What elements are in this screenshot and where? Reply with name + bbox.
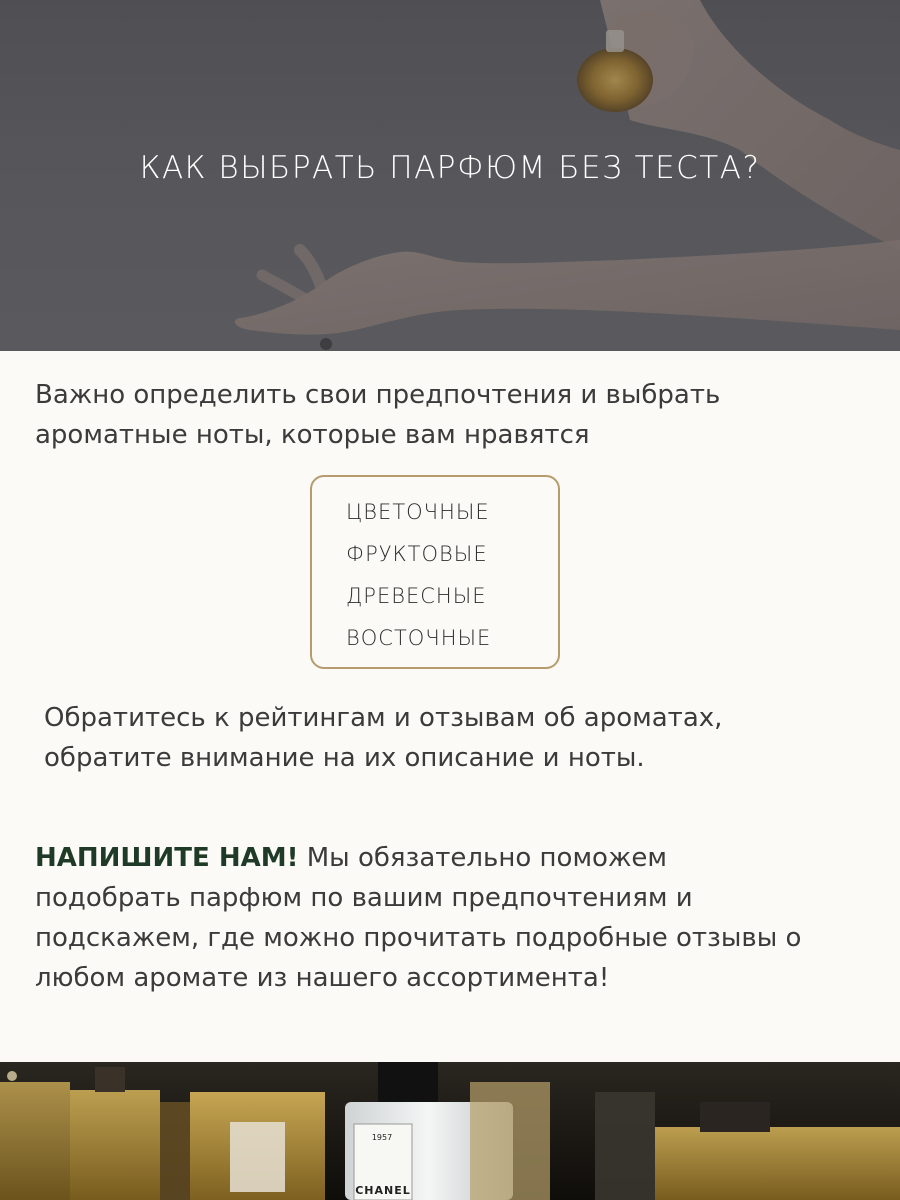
- cta-line: подскажем, где можно прочитать подробные отзывы о: [35, 923, 802, 953]
- cta-heading: НАПИШИТЕ НАМ!: [35, 843, 299, 873]
- intro-text: [35, 375, 875, 455]
- page-title: КАК ВЫБРАТЬ ПАРФЮМ БЕЗ ТЕСТА?: [139, 150, 761, 186]
- bottle-label-year: 1957: [371, 1133, 393, 1142]
- bottle-label-brand: CHANEL: [355, 1184, 411, 1197]
- intro-line: Важно определить свои предпочтения и выбрать: [35, 380, 721, 410]
- bottom-photo-bottles: [0, 1062, 900, 1200]
- cta-line: любом аромате из нашего ассортимента!: [35, 963, 610, 993]
- advice-line: Обратитесь к рейтингам и отзывам об ароматах,: [44, 703, 723, 733]
- advice-line: обратите внимание на их описание и ноты.: [44, 743, 645, 773]
- note-woody: ДРЕВЕСНЫЕ: [346, 584, 487, 608]
- note-floral: ЦВЕТОЧНЫЕ: [346, 500, 490, 524]
- intro-line: ароматные ноты, которые вам нравятся: [35, 420, 590, 450]
- cta-text: [35, 838, 885, 998]
- cta-line: [35, 838, 885, 878]
- note-oriental: ВОСТОЧНЫЕ: [346, 626, 492, 650]
- perfume-bottles-image: [0, 1062, 900, 1200]
- hero-banner: [0, 0, 900, 351]
- note-fruity: ФРУКТОВЫЕ: [346, 542, 488, 566]
- fragrance-notes-box: [310, 475, 560, 669]
- advice-text: [44, 698, 864, 778]
- cta-line: подобрать парфюм по вашим предпочтениям и: [35, 883, 693, 913]
- cta-line-rest: Мы обязательно поможем: [298, 843, 667, 873]
